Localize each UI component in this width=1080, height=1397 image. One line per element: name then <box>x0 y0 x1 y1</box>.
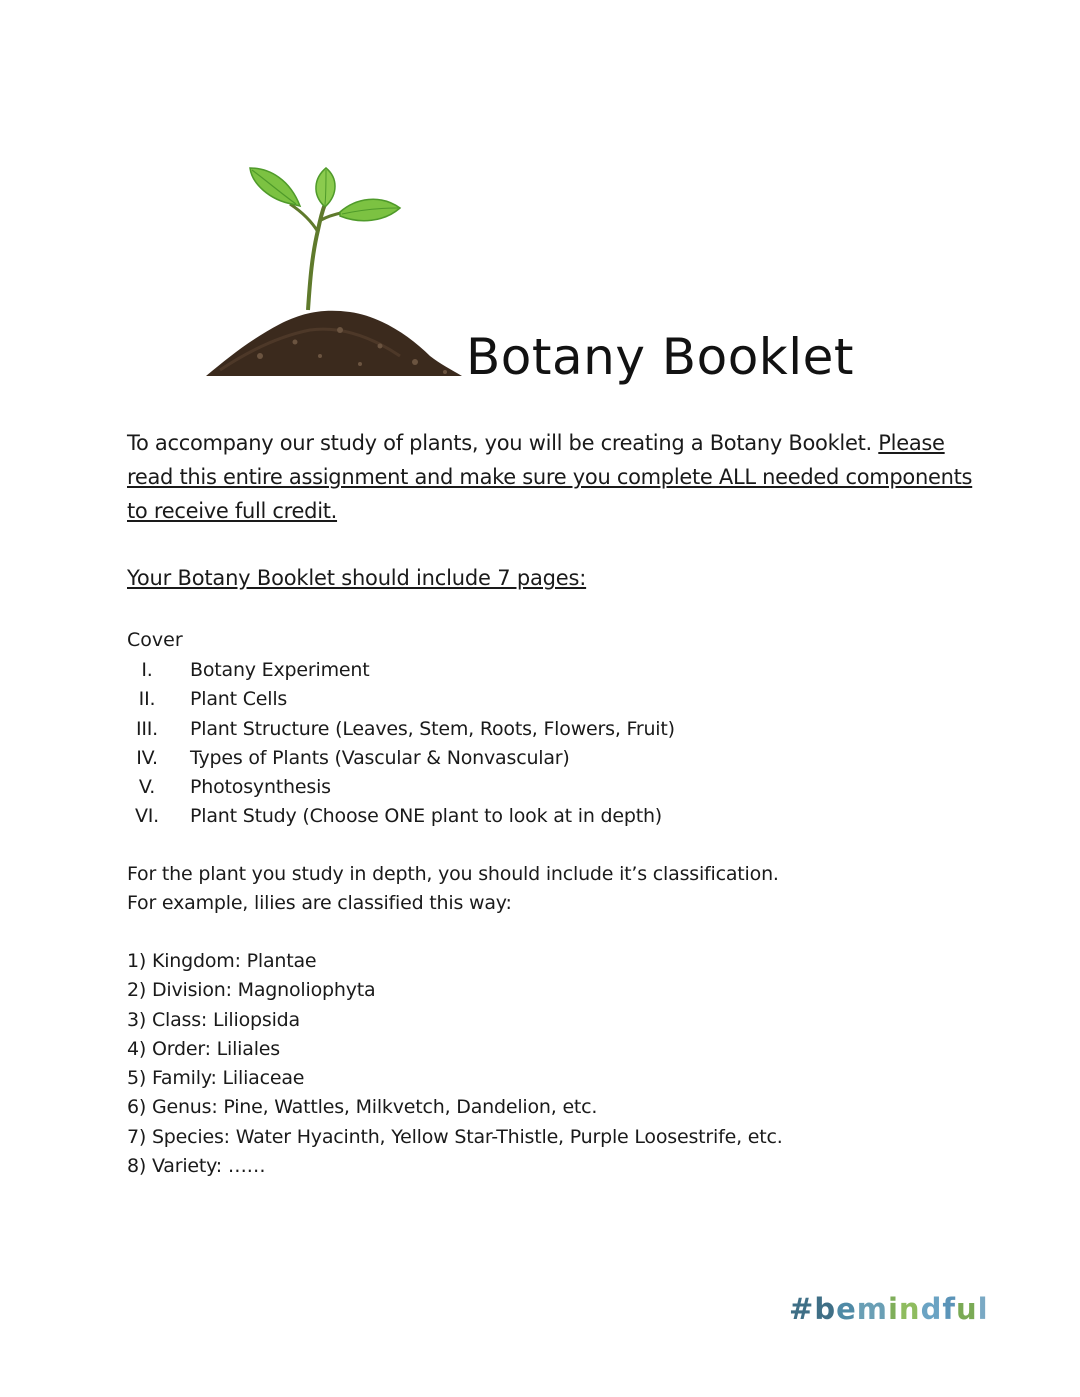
list-numeral: I. <box>141 659 153 681</box>
list-numeral: VI. <box>134 805 160 828</box>
classification-item: 5) Family: Liliaceae <box>127 1067 305 1090</box>
hashtag-letter: f <box>942 1292 956 1326</box>
cover-label: Cover <box>127 629 183 651</box>
hashtag-letter: l <box>977 1292 989 1326</box>
list-item <box>127 802 675 831</box>
section-heading: Your Botany Booklet should include 7 pages: <box>127 566 587 590</box>
note-line: For example, lilies are classified this way: <box>127 892 512 914</box>
classification-item: 1) Kingdom: Plantae <box>127 950 317 972</box>
page-title: Botany Booklet <box>466 328 855 386</box>
pages-list <box>127 656 675 832</box>
classification-note <box>127 860 779 918</box>
hashtag-letter: d <box>920 1292 943 1326</box>
classification-item: 2) Division: Magnoliophyta <box>127 979 376 1002</box>
hashtag-letter: u <box>955 1292 978 1326</box>
list-label: Plant Structure (Leaves, Stem, Roots, Flowers, Fruit) <box>190 717 675 740</box>
classification-item: 6) Genus: Pine, Wattles, Milkvetch, Dandelion, etc. <box>127 1096 598 1119</box>
hashtag-letter: b <box>814 1292 837 1326</box>
list-item <box>127 656 675 685</box>
intro-paragraph <box>127 426 977 528</box>
hashtag-letter: i <box>887 1292 899 1326</box>
classification-item: 4) Order: Liliales <box>127 1037 280 1060</box>
seedling-icon <box>200 160 470 382</box>
intro-requirement: Please read this entire assignment and make sure you complete ALL needed components to receive full credit. <box>127 431 973 523</box>
list-item <box>127 744 675 773</box>
hashtag-letter: n <box>898 1292 921 1326</box>
list-label: Botany Experiment <box>190 659 370 681</box>
classification-item: 3) Class: Liliopsida <box>127 1008 300 1031</box>
hashtag-letter: m <box>856 1292 888 1326</box>
hashtag-letter: e <box>836 1292 857 1326</box>
list-label: Plant Study (Choose ONE plant to look at in depth) <box>190 805 663 828</box>
classification-list <box>127 947 783 1181</box>
hashtag <box>789 1292 989 1326</box>
list-numeral: II. <box>138 688 156 711</box>
intro-text: To accompany our study of plants, you will be creating a Botany Booklet. <box>127 431 872 455</box>
list-label: Photosynthesis <box>190 776 331 799</box>
list-label: Types of Plants (Vascular & Nonvascular) <box>190 746 570 769</box>
list-item <box>127 715 675 744</box>
list-item <box>127 773 675 802</box>
list-label: Plant Cells <box>190 688 288 711</box>
hashtag-letter: # <box>789 1292 815 1326</box>
list-numeral: V. <box>138 776 156 799</box>
classification-item: 8) Variety: …… <box>127 1155 266 1178</box>
list-item <box>127 685 675 714</box>
classification-item: 7) Species: Water Hyacinth, Yellow Star-Thistle, Purple Loosestrife, etc. <box>127 1125 783 1148</box>
list-numeral: III. <box>135 717 159 740</box>
note-line: For the plant you study in depth, you should include it’s classification. <box>127 863 779 885</box>
list-numeral: IV. <box>136 746 158 769</box>
